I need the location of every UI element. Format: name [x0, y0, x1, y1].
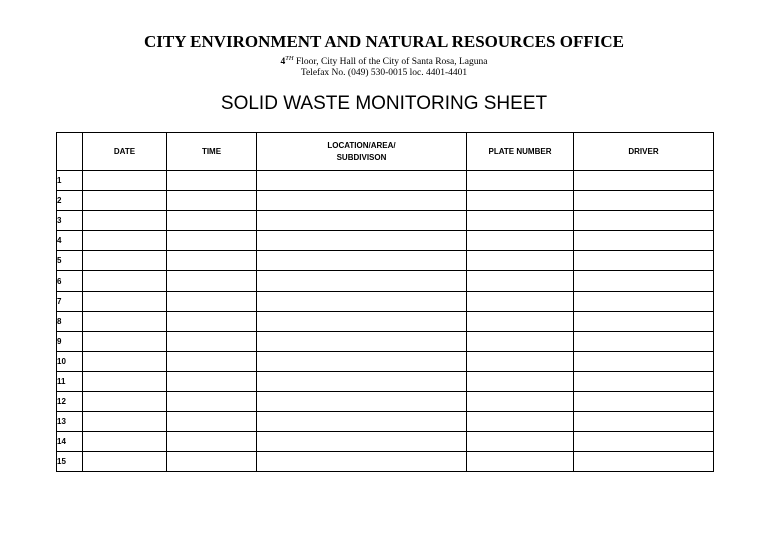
office-address: [0, 53, 768, 79]
address-text: Floor, City Hall of the City of Santa Rosa, Laguna: [293, 57, 488, 67]
row-number: 6: [57, 271, 83, 291]
time-cell[interactable]: [167, 452, 257, 472]
location-cell[interactable]: [257, 432, 467, 452]
table-row: [57, 331, 714, 351]
col-time: TIME: [167, 133, 257, 171]
driver-cell[interactable]: [574, 211, 714, 231]
location-cell[interactable]: [257, 311, 467, 331]
plate-number-cell[interactable]: [467, 371, 574, 391]
plate-number-cell[interactable]: [467, 191, 574, 211]
col-plate-number: PLATE NUMBER: [467, 133, 574, 171]
row-number: 9: [57, 331, 83, 351]
driver-cell[interactable]: [574, 452, 714, 472]
time-cell[interactable]: [167, 392, 257, 412]
time-cell[interactable]: [167, 351, 257, 371]
time-cell[interactable]: [167, 291, 257, 311]
time-cell[interactable]: [167, 171, 257, 191]
time-cell[interactable]: [167, 311, 257, 331]
row-number: 14: [57, 432, 83, 452]
row-number: 5: [57, 251, 83, 271]
plate-number-cell[interactable]: [467, 452, 574, 472]
date-cell[interactable]: [83, 251, 167, 271]
time-cell[interactable]: [167, 191, 257, 211]
row-number: 11: [57, 371, 83, 391]
row-number: 15: [57, 452, 83, 472]
time-cell[interactable]: [167, 231, 257, 251]
plate-number-cell[interactable]: [467, 291, 574, 311]
col-number: [57, 133, 83, 171]
date-cell[interactable]: [83, 432, 167, 452]
location-cell[interactable]: [257, 331, 467, 351]
col-location: [257, 133, 467, 171]
plate-number-cell[interactable]: [467, 231, 574, 251]
location-cell[interactable]: [257, 191, 467, 211]
driver-cell[interactable]: [574, 412, 714, 432]
time-cell[interactable]: [167, 211, 257, 231]
driver-cell[interactable]: [574, 311, 714, 331]
location-cell[interactable]: [257, 231, 467, 251]
location-cell[interactable]: [257, 412, 467, 432]
col-driver: DRIVER: [574, 133, 714, 171]
driver-cell[interactable]: [574, 351, 714, 371]
plate-number-cell[interactable]: [467, 251, 574, 271]
plate-number-cell[interactable]: [467, 171, 574, 191]
col-location-line1: LOCATION/AREA/: [327, 140, 396, 150]
date-cell[interactable]: [83, 331, 167, 351]
plate-number-cell[interactable]: [467, 351, 574, 371]
table-row: [57, 432, 714, 452]
col-date: DATE: [83, 133, 167, 171]
table-row: [57, 392, 714, 412]
table-row: [57, 251, 714, 271]
table-row: [57, 211, 714, 231]
date-cell[interactable]: [83, 452, 167, 472]
header-row: [57, 133, 714, 171]
driver-cell[interactable]: [574, 291, 714, 311]
table-row: [57, 351, 714, 371]
table-row: [57, 412, 714, 432]
monitoring-table: [56, 132, 714, 472]
row-number: 10: [57, 351, 83, 371]
plate-number-cell[interactable]: [467, 271, 574, 291]
driver-cell[interactable]: [574, 191, 714, 211]
address-line: [0, 53, 768, 68]
time-cell[interactable]: [167, 412, 257, 432]
row-number: 1: [57, 171, 83, 191]
plate-number-cell[interactable]: [467, 412, 574, 432]
office-name: CITY ENVIRONMENT AND NATURAL RESOURCES OFFICE: [143, 32, 624, 51]
floor-number: 4: [280, 57, 286, 67]
driver-cell[interactable]: [574, 392, 714, 412]
date-cell[interactable]: [83, 371, 167, 391]
floor-suffix: TH: [285, 55, 294, 62]
location-cell[interactable]: [257, 251, 467, 271]
table-row: [57, 452, 714, 472]
driver-cell[interactable]: [574, 271, 714, 291]
date-cell[interactable]: [83, 311, 167, 331]
date-cell[interactable]: [83, 291, 167, 311]
driver-cell[interactable]: [574, 371, 714, 391]
sheet-title: SOLID WASTE MONITORING SHEET: [220, 93, 548, 114]
date-cell[interactable]: [83, 392, 167, 412]
location-cell[interactable]: [257, 371, 467, 391]
location-cell[interactable]: [257, 271, 467, 291]
table-row: [57, 371, 714, 391]
date-cell[interactable]: [83, 412, 167, 432]
date-cell[interactable]: [83, 231, 167, 251]
table-row: [57, 291, 714, 311]
location-cell[interactable]: [257, 392, 467, 412]
location-cell[interactable]: [257, 351, 467, 371]
driver-cell[interactable]: [574, 171, 714, 191]
location-cell[interactable]: [257, 291, 467, 311]
table-row: [57, 231, 714, 251]
date-cell[interactable]: [83, 191, 167, 211]
driver-cell[interactable]: [574, 231, 714, 251]
table-row: [57, 191, 714, 211]
row-number: 13: [57, 412, 83, 432]
time-cell[interactable]: [167, 271, 257, 291]
row-number: 8: [57, 311, 83, 331]
plate-number-cell[interactable]: [467, 432, 574, 452]
telefax-line: Telefax No. (049) 530-0015 loc. 4401-4401: [300, 68, 468, 78]
date-cell[interactable]: [83, 271, 167, 291]
table-row: [57, 311, 714, 331]
driver-cell[interactable]: [574, 432, 714, 452]
col-location-line2: SUBDIVISON: [336, 152, 387, 162]
date-cell[interactable]: [83, 211, 167, 231]
time-cell[interactable]: [167, 432, 257, 452]
driver-cell[interactable]: [574, 251, 714, 271]
row-number: 3: [57, 211, 83, 231]
plate-number-cell[interactable]: [467, 392, 574, 412]
row-number: 2: [57, 191, 83, 211]
location-cell[interactable]: [257, 452, 467, 472]
time-cell[interactable]: [167, 251, 257, 271]
plate-number-cell[interactable]: [467, 331, 574, 351]
time-cell[interactable]: [167, 371, 257, 391]
table-row: [57, 271, 714, 291]
time-cell[interactable]: [167, 331, 257, 351]
location-cell[interactable]: [257, 171, 467, 191]
date-cell[interactable]: [83, 351, 167, 371]
row-number: 4: [57, 231, 83, 251]
row-number: 7: [57, 291, 83, 311]
date-cell[interactable]: [83, 171, 167, 191]
location-cell[interactable]: [257, 211, 467, 231]
plate-number-cell[interactable]: [467, 211, 574, 231]
plate-number-cell[interactable]: [467, 311, 574, 331]
driver-cell[interactable]: [574, 331, 714, 351]
table-row: [57, 171, 714, 191]
row-number: 12: [57, 392, 83, 412]
